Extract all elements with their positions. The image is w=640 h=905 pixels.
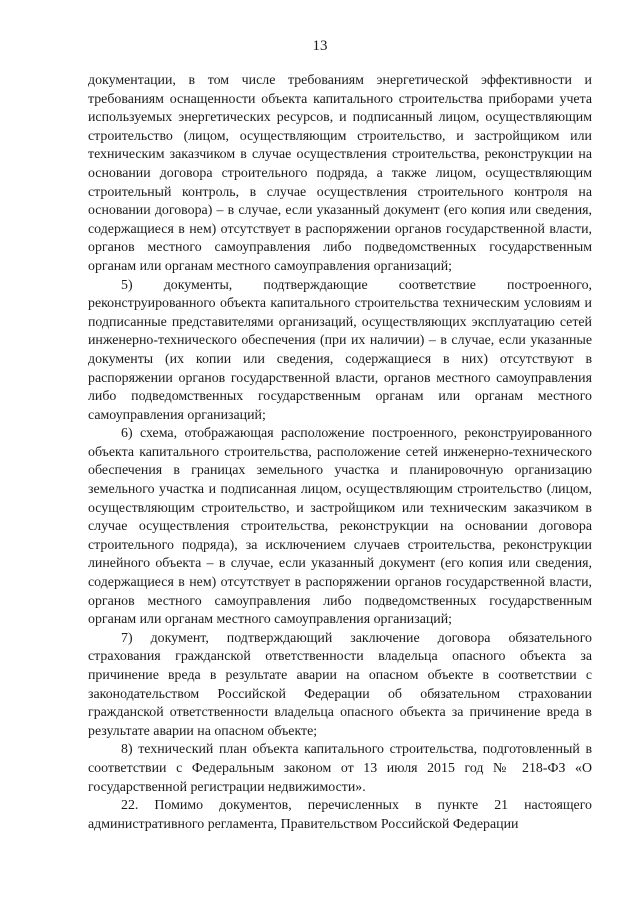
paragraph-item-5: 5) документы, подтверждающие соответствие построенного, реконструированного объекта капитального строительства техническим условиям и подписанные представителями организаций, осуществляющих эксплуатацию сетей инженерно-технического обеспечения (при их наличии) – в случае, если указанные документы (их копии или сведения, содержащиеся в них) отсутствуют в распоряжении органов государственной власти, органов местного самоуправления либо подведомственных государственным органам или органам местного самоуправления организаций;: [88, 277, 592, 423]
paragraph-item-8: 8) технический план объекта капитального строительства, подготовленный в соответствии с Федеральным законом от 13 июля 2015 год № 218-ФЗ «О государственной регистрации недвижимости».: [88, 742, 592, 795]
paragraph-item-6: 6) схема, отображающая расположение построенного, реконструированного объекта капитального строительства, расположение сетей инженерно-технического обеспечения в границах земельного участка и планировочную организацию земельного участка и подписанная лицом, осуществляющим строительство (лицом, осуществляющим строительство, и застройщиком или техническим заказчиком в случае осуществления строительства, реконструкции на основании договора строительного подряда), за исключением случаев строительства, реконструкции линейного объекта – в случае, если указанный документ (его копия или сведения, содержащиеся в нем) отсутствует в распоряжении органов государственной власти, органов местного самоуправления либо подведомственных государственным органам или органам местного самоуправления организаций;: [88, 426, 592, 628]
paragraph-clause-22: 22. Помимо документов, перечисленных в пункте 21 настоящего административного регламента, Правительством Российской Федерации: [88, 798, 592, 832]
document-body: [88, 72, 592, 834]
paragraph-continuation: документации, в том числе требованиям энергетической эффективности и требованиям оснащенности объекта капитального строительства приборами учета используемых энергетических ресурсов, и подписанный лицом, осуществляющим строительство (лицом, осуществляющим строительство, и застройщиком или техническим заказчиком в случае осуществления строительства, реконструкции на основании договора строительного подряда, а также лицом, осуществляющим строительный контроль, в случае осуществления строительного контроля на основании договора) – в случае, если указанный документ (его копия или сведения, содержащиеся в нем) отсутствует в распоряжении органов государственной власти, органов местного самоуправления либо подведомственных государственным органам или органам местного самоуправления организаций;: [88, 73, 592, 274]
page-number: 13: [312, 38, 328, 54]
paragraph-item-7: 7) документ, подтверждающий заключение договора обязательного страхования гражданской ответственности владельца опасного объекта за причинение вреда в результате аварии на опасном объекте в соответствии с законодательством Российской Федерации об обязательном страховании гражданской ответственности владельца опасного объекта за причинение вреда в результате аварии на опасном объекте;: [88, 630, 592, 739]
